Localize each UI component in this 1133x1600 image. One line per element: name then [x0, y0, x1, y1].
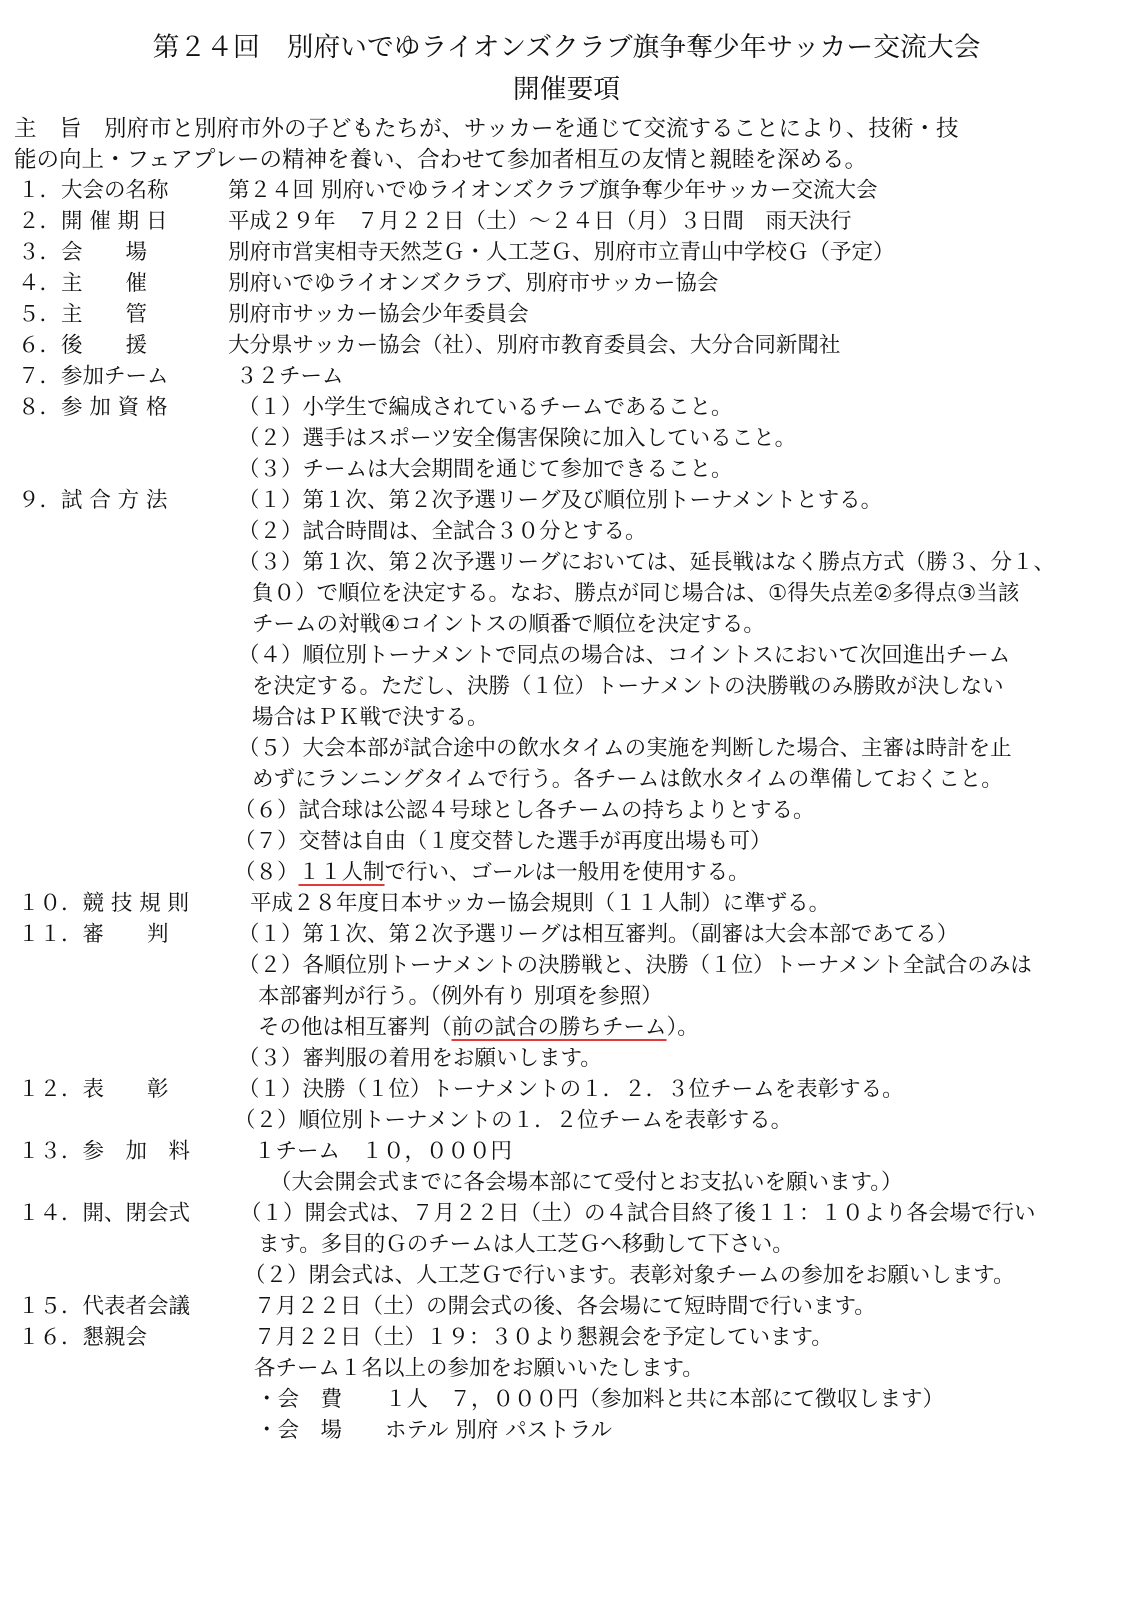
item-13-line-2: （大会開会式までに各会場本部にて受付とお支払いを願います。）: [270, 1170, 903, 1195]
item-9-line-8: [234, 859, 750, 887]
item-2-label: ２．開 催 期 日: [18, 209, 168, 234]
item-9-line-3b: 負０）で順位を決定する。なお、勝点が同じ場合は、①得失点差②多得点③当該: [252, 581, 1020, 606]
item-11-line-1: （１）第１次、第２次予選リーグは相互審判。（副審は大会本部であてる）: [238, 922, 959, 947]
item-12-line-1: （１）決勝（１位）トーナメントの１．２．３位チームを表彰する。: [238, 1077, 904, 1102]
item-8-label: ８．参 加 資 格: [18, 395, 168, 420]
item-9-line-5a: （５）大会本部が試合途中の飲水タイムの実施を判断した場合、主審は時計を止: [238, 736, 1012, 761]
purpose-line-1: 主 旨 別府市と別府市外の子どもたちが、サッカーを通じて交流することにより、技術・技: [14, 116, 959, 142]
item-11-line-2b: 本部審判が行う。（例外有り 別項を参照）: [258, 984, 663, 1009]
item-16-label: １６．懇親会: [18, 1325, 148, 1350]
item-10-text: 平成２８年度日本サッカー協会規則（１１人制）に準ずる。: [250, 891, 831, 916]
item-9-line-6: （６）試合球は公認４号球とし各チームの持ちよりとする。: [234, 798, 815, 823]
item-8-line-1: （１）小学生で編成されているチームであること。: [238, 395, 733, 420]
item-9-line-1: （１）第１次、第２次予選リーグ及び順位別トーナメントとする。: [238, 488, 883, 513]
item-4-text: 別府いでゆライオンズクラブ、別府市サッカー協会: [228, 271, 719, 296]
item-12-line-2: （２）順位別トーナメントの１．２位チームを表彰する。: [234, 1108, 793, 1133]
item-13-label: １３．参 加 料: [18, 1139, 191, 1164]
item-8-line-3: （３）チームは大会期間を通じて参加できること。: [238, 457, 733, 482]
item-11-line-2c-suffix: ）。: [666, 1015, 699, 1040]
item-11-line-3: （３）審判服の着用をお願いします。: [238, 1046, 602, 1071]
item-4-label: ４．主 催: [18, 271, 148, 296]
item-11-label: １１．審 判: [18, 922, 169, 947]
item-5-text: 別府市サッカー協会少年委員会: [228, 302, 529, 327]
item-14-line-1b: ます。多目的Ｇのチームは人工芝Ｇへ移動して下さい。: [258, 1232, 794, 1257]
item-13-line-1: １チーム １０，０００円: [254, 1139, 513, 1164]
item-12-label: １２．表 彰: [18, 1077, 169, 1102]
item-15-label: １５．代表者会議: [18, 1294, 191, 1319]
item-10-label: １０．競 技 規 則: [18, 891, 190, 916]
item-6-label: ６．後 援: [18, 333, 148, 358]
item-16-line-2: 各チーム１名以上の参加をお願いいたします。: [254, 1356, 704, 1381]
item-16-line-1: ７月２２日（土）１９：３０より懇親会を予定しています。: [254, 1325, 833, 1350]
item-9-line-8-prefix: （８）: [234, 860, 299, 885]
item-9-label: ９．試 合 方 法: [18, 488, 168, 513]
item-14-line-1a: （１）開会式は、７月２２日（土）の４試合目終了後１１：１０より各会場で行い: [240, 1201, 1036, 1226]
item-9-line-4c: 場合はＰＫ戦で決する。: [252, 705, 489, 730]
page-subtitle: 開催要項: [512, 74, 621, 105]
item-5-label: ５．主 管: [18, 302, 148, 327]
item-11-line-2c: [258, 1014, 699, 1042]
item-16-line-4: ・会 場 ホテル 別府 パストラル: [256, 1418, 612, 1443]
item-9-line-3c: チームの対戦④コイントスの順番で順位を決定する。: [252, 612, 765, 637]
item-2-text: 平成２９年 ７月２２日（土）～２４日（月）３日間 雨天決行: [228, 209, 852, 234]
item-9-line-3a: （３）第１次、第２次予選リーグにおいては、延長戦はなく勝点方式（勝３、分１、: [238, 550, 1056, 575]
item-9-line-2: （２）試合時間は、全試合３０分とする。: [238, 519, 647, 544]
item-11-line-2a: （２）各順位別トーナメントの決勝戦と、決勝（１位）トーナメント全試合のみは: [238, 953, 1032, 978]
item-15-text: ７月２２日（土）の開会式の後、各会場にて短時間で行います。: [254, 1294, 876, 1319]
item-7-text: ３２チーム: [236, 364, 344, 389]
item-1-label: １．大会の名称: [18, 178, 169, 203]
item-9-line-7: （７）交替は自由（１度交替した選手が再度出場も可）: [234, 829, 772, 854]
item-9-line-4b: を決定する。ただし、決勝（１位）トーナメントの決勝戦のみ勝敗が決しない: [252, 674, 1004, 699]
item-9-line-8-suffix: で行い、ゴールは一般用を使用する。: [384, 860, 750, 885]
item-3-label: ３．会 場: [18, 240, 148, 265]
item-6-text: 大分県サッカー協会（社）、別府市教育委員会、大分合同新聞社: [228, 333, 841, 358]
item-9-line-4a: （４）順位別トーナメントで同点の場合は、コイントスにおいて次回進出チーム: [238, 643, 1011, 668]
item-14-label: １４．開、閉会式: [18, 1201, 191, 1226]
item-8-line-2: （２）選手はスポーツ安全傷害保険に加入していること。: [238, 426, 797, 451]
item-1-text: 第２４回 別府いでゆライオンズクラブ旗争奪少年サッカー交流大会: [228, 178, 878, 203]
item-11-line-2c-prefix: その他は相互審判（: [258, 1015, 452, 1040]
item-9-line-8-underlined: １１人制: [298, 860, 385, 885]
item-3-text: 別府市営実相寺天然芝Ｇ・人工芝Ｇ、別府市立青山中学校Ｇ（予定）: [228, 240, 895, 265]
purpose-line-2: 能の向上・フェアプレーの精神を養い、合わせて参加者相互の友情と親睦を深める。: [14, 147, 867, 173]
page-title: 第２４回 別府いでゆライオンズクラブ旗争奪少年サッカー交流大会: [152, 32, 981, 63]
item-14-line-2: （２）閉会式は、人工芝Ｇで行います。表彰対象チームの参加をお願いします。: [244, 1263, 1015, 1288]
item-11-line-2c-underlined: 前の試合の勝ちチーム: [451, 1015, 667, 1040]
item-9-line-5b: めずにランニングタイムで行う。各チームは飲水タイムの準備しておくこと。: [252, 767, 1003, 792]
item-7-label: ７．参加チーム: [18, 364, 169, 389]
item-16-line-3: ・会 費 １人 ７，０００円（参加料と共に本部にて徴収します）: [256, 1387, 945, 1412]
